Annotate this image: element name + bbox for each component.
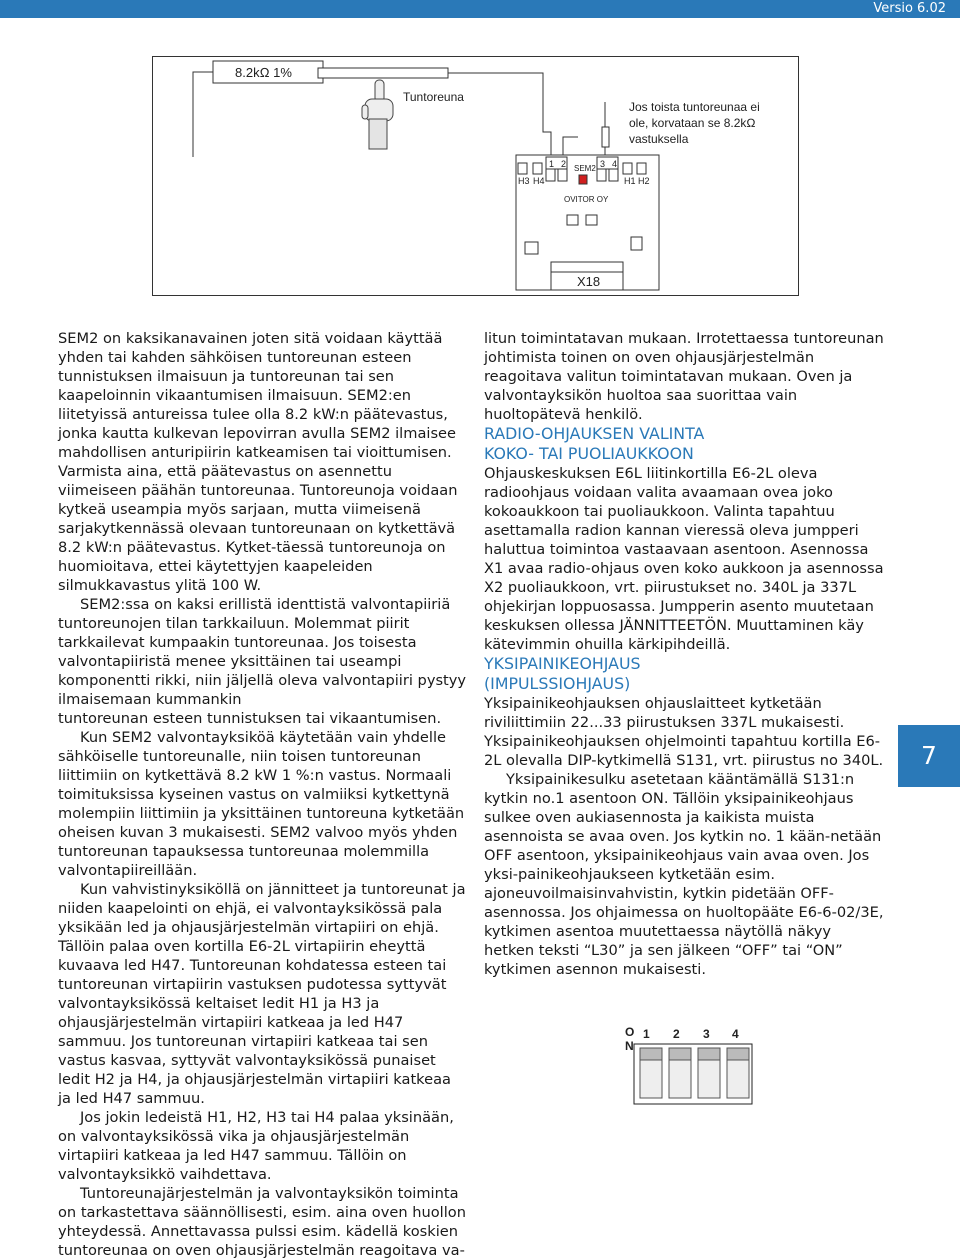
section-heading: [484, 654, 884, 694]
sem2-wiring-diagram: [152, 56, 799, 296]
left-text-column: [58, 329, 468, 1260]
version-label: Versio 6.02: [873, 1, 946, 16]
channel-3: 3: [600, 159, 606, 169]
sem2-led: [579, 175, 587, 184]
note-line: ole, korvataan se 8.2kΩ: [629, 116, 756, 130]
terminal-h2: H2: [638, 176, 650, 186]
heading-line: KOKO- TAI PUOLIAUKKOON: [484, 444, 694, 463]
dip-pos-1: 1: [643, 1027, 650, 1041]
heading-line: RADIO-OHJAUKSEN VALINTA: [484, 424, 705, 443]
dip-on-o: O: [625, 1025, 635, 1039]
terminal-h3: H3: [518, 176, 530, 186]
paragraph: Jos jokin ledeistä H1, H2, H3 tai H4 palaa yksinään, on valvontayksikössä vika ja ohjausjärjestelmän virtapiiri katkeaa ja led H47 sammuu. Tällöin on valvontayksikkö vaihdettava.: [58, 1109, 454, 1183]
note-text: [629, 100, 763, 146]
paragraph: tuntoreunan esteen tunnistuksen tai vikaantumisen.: [58, 710, 442, 727]
paragraph: Tuntoreunajärjestelmän ja valvontayksikön toiminta on tarkastettava säännöllisesti, esim. aina oven huollon yhteydessä. Annettavassa pulssi esim. kädellä koskien tuntoreunaa on oven ohjausjärjestelmän reagoitava va-: [58, 1185, 466, 1259]
paragraph: Yksipainikeohjauksen ohjauslaitteet kytketään riviliittimiin 22...33 piirustuksen 337L mukaisesti. Yksipainikeohjauksen ohjelmointi tapahtuu kortilla E6-2L olevalla DIP-kytkimellä S131, vrt. piirustus no 340L.: [484, 695, 884, 769]
wiring-drawing: [153, 57, 800, 297]
right-text-column: [484, 329, 884, 979]
channel-2: 2: [561, 159, 567, 169]
hand-icon: [362, 80, 393, 149]
dip-pos-4: 4: [732, 1027, 739, 1041]
paragraph: litun toimintatavan mukaan. Irrotettaessa tuntoreunan johtimista toinen on oven ohjausjärjestelmän reagoitava valitun toimintatavan mukaan. Oven ja valvontayksikön huoltoa saa suorittaa vain huoltopätevä henkilö.: [484, 330, 884, 423]
heading-line: YKSIPAINIKEOHJAUS: [484, 654, 641, 673]
sem-label: SEM2: [574, 164, 596, 173]
dip-switch-diagram: [622, 1024, 782, 1116]
paragraph: SEM2 on kaksikanavainen joten sitä voidaan käyttää yhden tai kahden sähköisen tuntoreunan esteen tunnistuksen ilmaisuun ja tuntoreunan tai sen kaapeloinnin vikaantumisen ilmaisuun. SEM2:en liitetyissä antureissa tulee olla 8.2 kW:n päätevastus, jonka kautta kulkevan lepovirran avulla SEM2 ilmaisee mahdollisen anturipiirin katkeamisen tai vioittumisen. Varmista aina, että päätevastus on asennettu viimeiseen päähän tuntoreunaa. Tuntoreunoja voidaan kytkeä useampia myös sarjaan, mutta viimeisenä sarjakytkennässä olevaan tuntoreunaan on kytkettävä 8.2 kW:n päätevastus. Kytket-täessä tuntoreunoja on huomioitava, ettei käytettyjen kaapeleiden silmukkavastus ylitä 100 W.: [58, 330, 458, 594]
terminal-h1: H1: [624, 176, 636, 186]
sensor-label: Tuntoreuna: [403, 90, 464, 104]
note-line: Jos toista tuntoreunaa ei: [629, 100, 760, 114]
paragraph: SEM2:ssa on kaksi erillistä identtistä valvontapiiriä tuntoreunojen tilan tarkkailuun. Molemmat piirit tarkkailevat kumpaakin tuntoreunaa. Jos toisesta valvontapiiristä menee yksittäinen tai useampi komponentti rikki, niin jäljellä oleva valvontapiiri pystyy ilmaisemaan kummankin: [58, 596, 467, 708]
top-bar: [0, 0, 960, 18]
sensor-edge: [318, 68, 448, 78]
channel-1: 1: [549, 159, 555, 169]
connector-label: X18: [577, 274, 601, 289]
channel-4: 4: [612, 159, 618, 169]
section-heading: [484, 424, 884, 464]
resistor-label: 8.2kΩ 1%: [235, 65, 292, 80]
note-resistor: [602, 127, 609, 147]
paragraph: Ohjauskeskuksen E6L liitinkortilla E6-2L oleva radioohjaus voidaan valita avaamaan ovea joko kokoaukkoon tai puoliaukkoon. Valinta tapahtuu asettamalla radion kannan vieressä oleva jumpperi haluttua toimintoa vastaavaan asentoon. Asennossa X1 avaa radio-ohjaus oven koko aukkoon ja asennossa X2 puoliaukkoon, vrt. piirustukset no. 340L ja 337L ohjekirjan loppuosassa. Jumpperin asento muutetaan keskuksen ollessa JÄNNITTEETÖN. Muuttaminen käy kätevimmin ohuilla kärkipihdeillä.: [484, 465, 884, 653]
dip-pos-3: 3: [703, 1027, 710, 1041]
note-line: vastuksella: [629, 132, 689, 146]
brand-label: OVITOR OY: [564, 195, 609, 204]
paragraph: Kun SEM2 valvontayksiköä käytetään vain yhdelle sähköiselle tuntoreunalle, niin toisen tuntoreunan liittimiin on kytkettävä 8.2 kW 1 %:n vastus. Normaali toimituksissa kyseinen vastus on valmiiksi kytkettynä molempiin liittimiin ja yksittäinen tuntoreuna kytketään oheisen kuvan 3 mukaisesti. SEM2 valvoo myös yhden tuntoreunan tapauksessa tuntoreunaa molemmilla valvontapiireillään.: [58, 729, 465, 879]
heading-line: (IMPULSSIOHJAUS): [484, 674, 631, 693]
svg-text:1 2 3 4: [643, 1027, 739, 1041]
dip-on-n: N: [625, 1039, 634, 1053]
terminal-h4: H4: [533, 176, 545, 186]
x18-pins: [551, 262, 623, 272]
chapter-tab: 7: [898, 725, 960, 787]
paragraph: Yksipainikesulku asetetaan kääntämällä S131:n kytkin no.1 asentoon ON. Tällöin yksipainikeohjaus sulkee oven aukiasennosta ja kaikista muista asennoista se avaa oven. Jos kytkin no. 1 kään-netään OFF asentoon, yksipainikeohjaus vain avaa oven. Jos yksi-painikeohjaukseen kytketään esim. ajoneuvoilmaisinvahvistin, kytkin pidetään OFF-asennossa. Jos ohjaimessa on huoltopääte E6-6-02/3E, kytkimen asentoa muutettaessa näytöllä näkyy hetken teksti “L30” ja sen jälkeen “OFF” tai “ON” kytkimen asennon mukaisesti.: [484, 771, 884, 978]
dip-pos-2: 2: [673, 1027, 680, 1041]
paragraph: Kun vahvistinyksiköllä on jännitteet ja tuntoreunat ja niiden kaapelointi on ehjä, ei valvontayksikössä pala yksikään led ja ohjausjärjestelmän virtapiiri on ehjä. Tällöin palaa oven kortilla E6-2L virtapiirin eheyttä kuvaava led H47. Tuntoreunan kohdatessa esteen tai tuntoreunan virtapiirin vastuksen pudotessa syttyvät valvontayksikössä keltaiset ledit H1 ja H3 ja ohjausjärjestelmän virtapiiri katkeaa ja led H47 sammuu. Jos tuntoreunan virtapiiri katkeaa tai sen vastus kasvaa, syttyvät valvontayksikössä punaiset ledit H2 ja H4, ja ohjausjärjestelmän virtapiiri katkeaa ja led H47 sammuu.: [58, 881, 466, 1107]
